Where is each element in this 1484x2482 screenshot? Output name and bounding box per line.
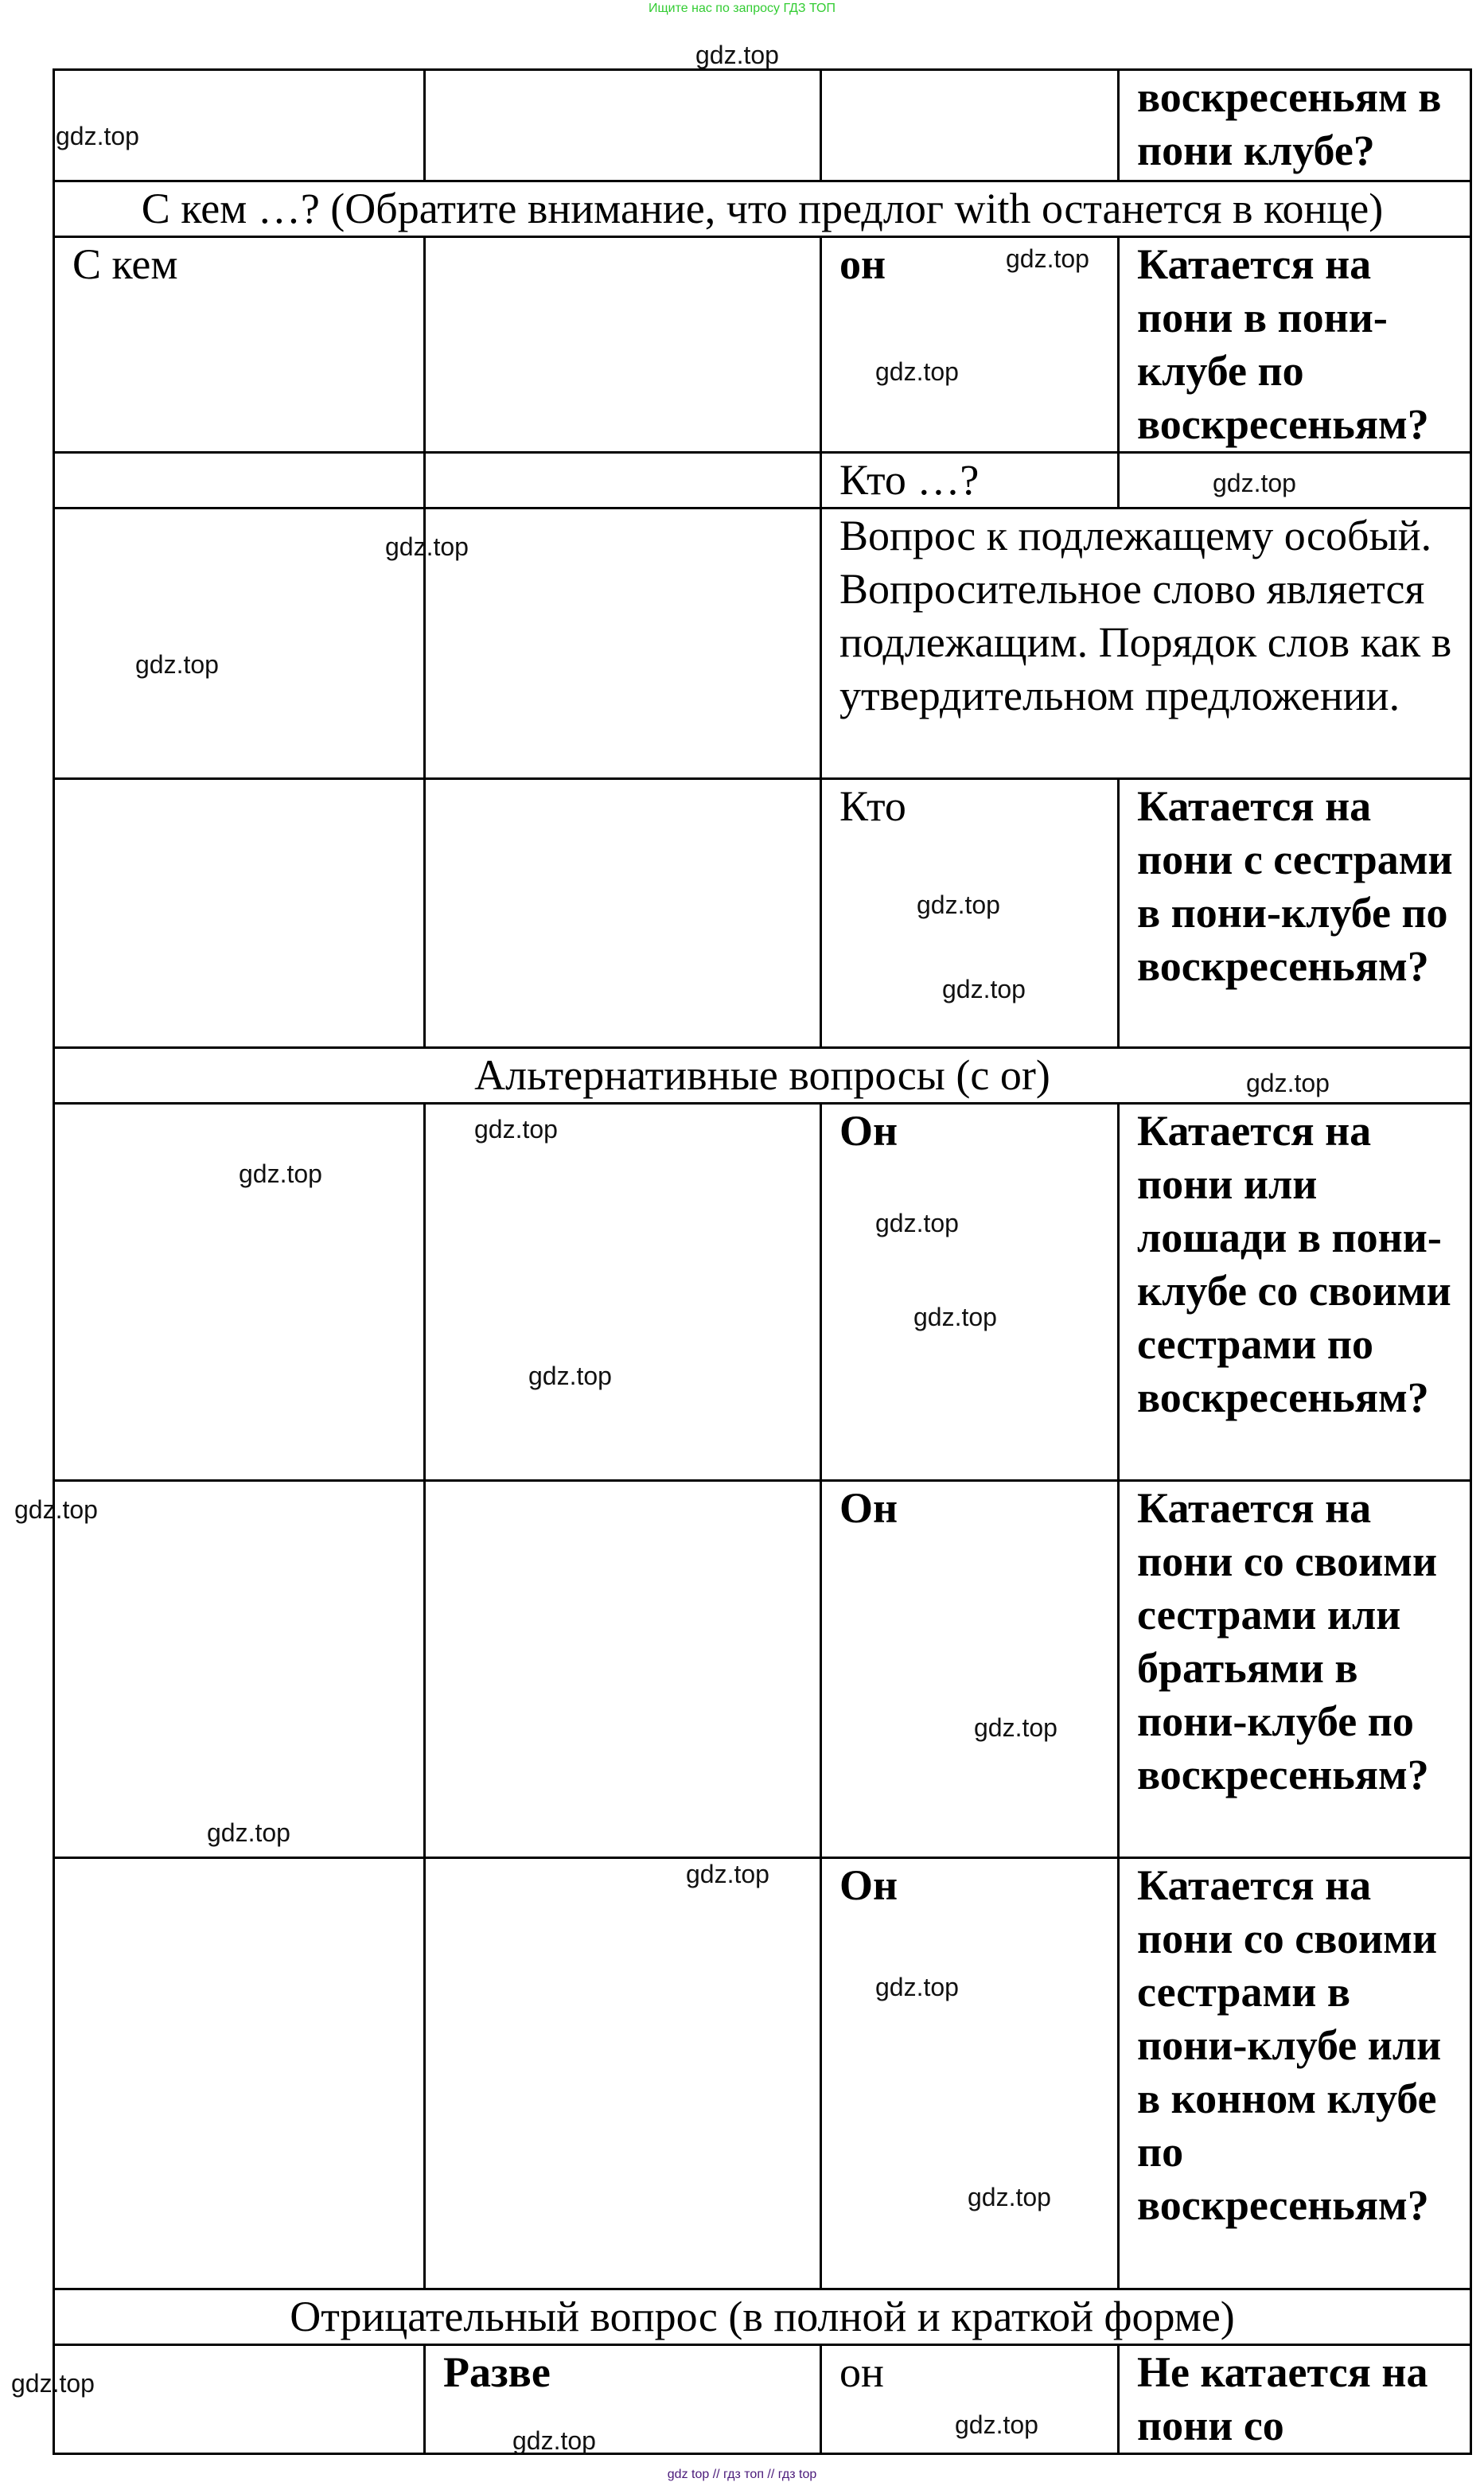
section-heading: Отрицательный вопрос (в полной и краткой форме) (54, 2289, 1471, 2345)
cell: Катается на пони со своими сестрами в пони-клубе или в конном клубе по воскресеньям? (1119, 1858, 1471, 2289)
grammar-table (53, 68, 1472, 2455)
cell: С кем (54, 237, 425, 453)
watermark: gdz.top (528, 1362, 612, 1390)
watermark: gdz.top (239, 1159, 322, 1188)
watermark: gdz.top (11, 2369, 95, 2398)
watermark: gdz.top (1213, 469, 1296, 497)
table-row (54, 779, 1471, 1048)
section-row (54, 181, 1471, 237)
watermark: gdz.top (474, 1115, 558, 1144)
watermark: gdz.top (135, 650, 219, 679)
cell: Он (821, 1104, 1119, 1481)
cell: Катается на пони с сестрами в пони-клубе по воскресеньям? (1119, 779, 1471, 1048)
section-row (54, 2289, 1471, 2345)
cell: Не катается на пони со (1119, 2345, 1471, 2454)
cell: Он (821, 1858, 1119, 2289)
table-row (54, 237, 1471, 453)
watermark: gdz.top (913, 1303, 997, 1331)
watermark: gdz.top (1246, 1069, 1330, 1097)
watermark: gdz.top (875, 357, 959, 386)
section-heading: С кем …? (Обратите внимание, что предлог with останется в конце) (54, 181, 1471, 237)
cell: Кто …? (821, 453, 1119, 508)
table-row (54, 508, 1471, 779)
watermark: gdz.top (695, 41, 779, 69)
watermark: gdz.top (686, 1860, 769, 1888)
watermark: gdz.top (207, 1818, 290, 1847)
table-row (54, 70, 1471, 181)
watermark: gdz.top (14, 1495, 98, 1524)
table-row (54, 1858, 1471, 2289)
watermark: gdz.top (1006, 244, 1089, 273)
cell: он (821, 237, 1119, 453)
watermark: gdz.top (385, 532, 469, 561)
top-banner: Ищите нас по запросу ГДЗ ТОП (649, 2, 835, 15)
cell: Разве (425, 2345, 821, 2454)
cell: Он (821, 1481, 1119, 1858)
watermark: gdz.top (875, 1209, 959, 1237)
watermark: gdz.top (875, 1973, 959, 2001)
cell: Катается на пони со своими сестрами или братьями в пони-клубе по воскресеньям? (1119, 1481, 1471, 1858)
watermark: gdz.top (968, 2183, 1051, 2211)
watermark: gdz.top (512, 2426, 596, 2455)
cell: он (821, 2345, 1119, 2454)
cell: Катается на пони в пони-клубе по воскресеньям? (1119, 237, 1471, 453)
cell: Вопрос к подлежащему особый. Вопросительное слово является подлежащим. Порядок слов как в утвердительном предложении. (821, 508, 1471, 779)
table-row (54, 1481, 1471, 1858)
cell: Кто (821, 779, 1119, 1048)
section-heading: Альтернативные вопросы (с or) (54, 1048, 1471, 1104)
cell: Катается на пони или лошади в пони-клубе со своими сестрами по воскресеньям? (1119, 1104, 1471, 1481)
watermark: gdz.top (917, 890, 1000, 919)
watermark: gdz.top (955, 2410, 1038, 2439)
watermark: gdz.top (974, 1713, 1057, 1742)
watermark: gdz.top (942, 975, 1026, 1003)
cell: воскресеньям в пони клубе? (1119, 70, 1471, 181)
bottom-banner: gdz top // гдз топ // гдз top (667, 2468, 817, 2481)
watermark: gdz.top (56, 122, 139, 150)
table-row (54, 2345, 1471, 2454)
